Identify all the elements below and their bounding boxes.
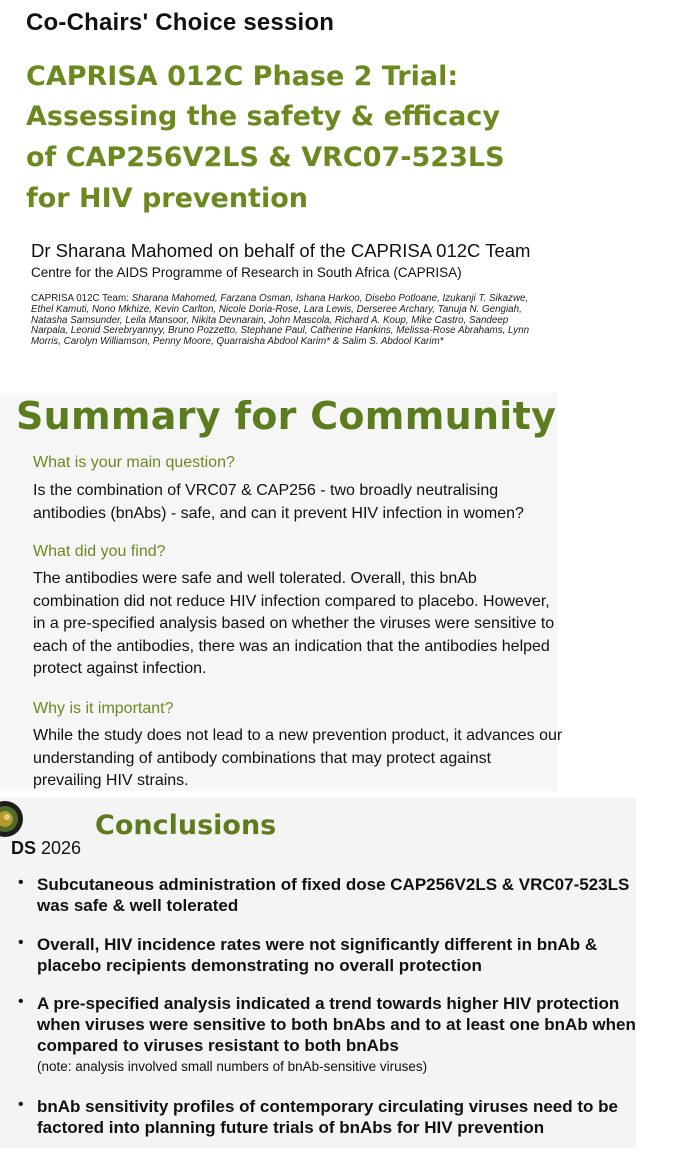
affiliation-line: Centre for the AIDS Programme of Research in South Africa (CAPRISA) — [31, 265, 462, 280]
summary-answer-3: While the study does not lead to a new prevention product, it advances our understanding of antibody combinations that may protect against prevailing HIV strains. — [33, 727, 563, 789]
trial-title-line-2: Assessing the safety & efficacy — [26, 101, 500, 132]
summary-question-2: What did you find? — [33, 543, 166, 560]
conclusions-title: Conclusions — [95, 810, 277, 841]
team-list — [31, 294, 541, 348]
trial-title-line-1: CAPRISA 012C Phase 2 Trial: — [26, 61, 459, 92]
bullet-marker: • — [18, 993, 24, 1010]
summary-answer-2: The antibodies were safe and well tolerated. Overall, this bnAb combination did not reduce HIV infection compared to placebo. However, in a pre-specified analysis based on whether the viruses were sensitive to each of the antibodies, there was an indication that the antibodies helped protect against infection. — [33, 570, 555, 677]
summary-question-3: Why is it important? — [33, 700, 174, 717]
conclusion-item-3: A pre-specified analysis indicated a trend towards higher HIV protection when viruses were sensitive to both bnAbs and to at least one bnAb when compared to viruses resistant to both bnAbs — [37, 994, 636, 1055]
conclusion-item-4: bnAb sensitivity profiles of contemporary circulating viruses need to be factored into planning future trials of bnAbs for HIV prevention — [37, 1097, 618, 1137]
trial-title-line-3: of CAP256V2LS & VRC07-523LS — [26, 142, 505, 173]
team-label: CAPRISA 012C Team: — [31, 293, 129, 304]
presenter-line: Dr Sharana Mahomed on behalf of the CAPRISA 012C Team — [31, 240, 531, 261]
summary-answer-1: Is the combination of VRC07 & CAP256 - two broadly neutralising antibodies (bnAbs) - safe, and can it prevent HIV infection in women? — [33, 482, 524, 522]
trial-title-line-4: for HIV prevention — [26, 183, 308, 214]
session-label: Co-Chairs' Choice session — [26, 9, 335, 36]
bullet-marker: • — [18, 874, 24, 891]
summary-question-1: What is your main question? — [33, 454, 235, 471]
summary-title: Summary for Community — [16, 394, 557, 438]
team-members: Sharana Mahomed, Farzana Osman, Ishana Harkoo, Disebo Potloane, Izukanji T. Sikazwe, Ethel Kamuti, Nono Mkhize, Kevin Carlton, Nicole Doria-Rose, Lara Lewis, Derseree Archary, Tanuja N. Gengiah, Natasha Samsunder, Leila Mansoor, Nikita Devnarain, John Mascola, Richard A. Koup, Mike Castro, Sandeep Narpala, Leonid Serebryannyy, Bruno Pozzetto, Stephane Paul, Catherine Hankins, Melissa-Rose Abrahams, Lynn Morris, Carolyn Williamson, Penny Moore, Quarraisha Abdool Karim* & Salim S. Abdool Karim* — [31, 293, 530, 348]
aids-logo-year: 2026 — [36, 838, 82, 858]
bullet-marker: • — [18, 934, 24, 951]
bullet-marker: • — [18, 1096, 24, 1113]
aids-conference-logo-icon — [0, 800, 24, 838]
aids-conference-year — [11, 838, 81, 859]
conclusion-item-1: Subcutaneous administration of fixed dose CAP256V2LS & VRC07-523LS was safe & well tolerated — [37, 875, 630, 915]
conclusion-item-2: Overall, HIV incidence rates were not significantly different in bnAb & placebo recipients demonstrating no overall protection — [37, 935, 598, 975]
aids-logo-text: DS — [11, 838, 37, 858]
conclusion-item-3-note: (note: analysis involved small numbers of bnAb-sensitive viruses) — [37, 1059, 428, 1074]
